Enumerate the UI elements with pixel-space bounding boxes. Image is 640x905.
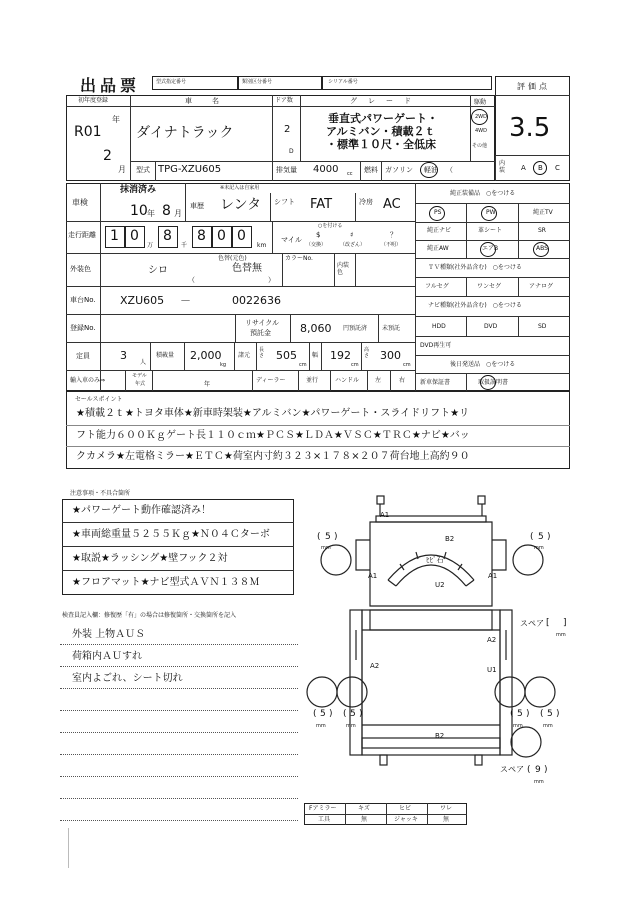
meter-tamper-symbol: ♯ xyxy=(350,231,354,239)
first-reg-month-unit: 月 xyxy=(118,165,126,174)
tire-rear-r2-close: ) xyxy=(556,709,560,719)
tire-rear-r1: 5 xyxy=(517,709,523,719)
parallel-label: 並行 xyxy=(306,377,319,384)
legend-value-2: 無 xyxy=(361,816,368,823)
tv-oneseg: ワンセグ xyxy=(477,283,502,290)
grade-line3: ・標準１０尺・全低床 xyxy=(326,138,436,151)
type-designation-label: 型式指定番号 xyxy=(156,79,187,85)
legend-value-1: 工具 xyxy=(318,816,331,823)
spare-2-unit: mm xyxy=(534,779,544,785)
recycle-label-1: リサイクル xyxy=(245,319,280,327)
tv-analog: アナログ xyxy=(529,283,554,290)
tire-rear-r1-unit: mm xyxy=(513,723,523,729)
capacity-unit: 人 xyxy=(140,359,147,366)
color-value: シロ xyxy=(148,265,168,276)
score-value: 3.5 xyxy=(509,113,551,143)
shaken-month-unit: 月 xyxy=(174,209,182,218)
load-value: 2,000 xyxy=(190,349,222,362)
color-change-label: 色替(元色) xyxy=(218,255,247,262)
tire-rear-l1-open: ( xyxy=(313,709,317,719)
meter-swap-symbol: $ xyxy=(316,231,321,239)
first-reg-year: R01 xyxy=(74,124,102,140)
navi-hdd: HDD xyxy=(432,323,446,330)
inspector-line1: 外装 上物ＡＵＳ xyxy=(72,629,146,640)
equip-navi: 純正ナビ xyxy=(427,227,452,234)
equip-tv: 純正TV xyxy=(533,209,553,216)
score-label: 評価点 xyxy=(517,82,550,91)
legend-value-3: ジャッキ xyxy=(394,816,418,823)
ac-label: 冷房 xyxy=(359,198,373,206)
notes-line3: ★取説★ラッシング★壁フック２対 xyxy=(72,553,228,564)
sales-line3: クカメラ★左電格ミラー★ＥＴＣ★荷室内寸約３２３×１７８×２０７荷台地上高約９０ xyxy=(76,451,470,462)
interior-c: C xyxy=(555,164,560,172)
meter-swap: （交換） xyxy=(306,242,327,248)
tire-rear-l2-unit: mm xyxy=(346,723,356,729)
recycle-not-deposited: 未預託 xyxy=(382,325,401,332)
handle-right: 右 xyxy=(399,377,406,384)
fuel-gasoline: ガソリン xyxy=(385,166,413,174)
damage-u1: U1 xyxy=(487,666,497,674)
history-note: ※未記入は自家用 xyxy=(220,185,260,191)
tire-front-left-unit: mm xyxy=(321,545,331,551)
truck-diagram xyxy=(300,480,570,805)
tire-rear-l2-open: ( xyxy=(343,709,347,719)
first-reg-year-unit: 年 xyxy=(112,115,120,124)
equip-leather: 革シート xyxy=(478,227,503,234)
equip-ps: PS xyxy=(434,209,442,216)
recycle-value: 8,060 xyxy=(300,322,332,335)
mileage-digit-4: 8 xyxy=(197,228,206,244)
color-code-label: カラーNo. xyxy=(285,255,313,262)
height-value: 300 xyxy=(380,349,401,362)
mileage-digit-6: 0 xyxy=(237,228,246,244)
tire-rear-r1-close: ) xyxy=(526,709,530,719)
shaken-value: 抹消済み xyxy=(120,185,157,195)
history-value: レンタ xyxy=(220,197,262,213)
inspector-line3: 室内よごれ、シート切れ xyxy=(72,673,183,684)
tire-rear-l1-close: ) xyxy=(329,709,333,719)
interior-b-circle xyxy=(533,161,547,175)
grade-line2: アルミバン・積載２ｔ xyxy=(326,125,436,138)
color-change-value: 色替無 xyxy=(232,263,262,274)
legend-header-2: キズ xyxy=(358,805,370,812)
sales-line1: ★積載２ｔ★トヨタ車体★新車時架装★アルミバン★パワーゲート・スライドリフト★リ xyxy=(76,408,470,419)
damage-a1-left: A1 xyxy=(368,572,378,580)
model-value: TPG-XZU605 xyxy=(158,164,222,175)
navi-dvd-playback: DVD再生可 xyxy=(420,342,452,349)
drive-other: その他 xyxy=(472,143,488,149)
height-unit: cm xyxy=(403,362,411,368)
vin-model: XZU605 xyxy=(120,294,165,307)
tire-rear-r2: 5 xyxy=(547,709,553,719)
shaken-month: 8 xyxy=(162,203,171,219)
equip-title: 純正装備品 ○をつける xyxy=(450,190,516,197)
sales-label: セールスポイント xyxy=(75,396,123,403)
interior-a: A xyxy=(521,164,526,172)
tv-title: ＴＶ種類(社外品含む) ○をつける xyxy=(428,264,522,271)
dealer-label: ディーラー xyxy=(256,377,286,384)
navi-dvd: DVD xyxy=(484,323,498,330)
equip-abs: ABS xyxy=(536,245,548,252)
vin-serial: 0022636 xyxy=(232,294,281,307)
shaken-year-unit: 年 xyxy=(147,209,155,218)
color-paren-open: （ xyxy=(188,276,195,284)
length-unit: cm xyxy=(299,362,307,368)
legend-header-4: ワレ xyxy=(440,805,453,812)
legend-value-4: 無 xyxy=(443,816,450,823)
tire-front-right-open: ( xyxy=(530,532,534,542)
damage-b2-top: B2 xyxy=(445,535,455,543)
fuel-diesel-circle xyxy=(420,162,438,178)
meter-mark-note: ○を付ける xyxy=(318,223,343,229)
capacity-value: 3 xyxy=(120,349,127,362)
mileage-label: 走行距離 xyxy=(68,231,96,239)
ac-value: AC xyxy=(383,197,401,212)
meter-label: マイル xyxy=(281,236,302,244)
damage-a2-right: A2 xyxy=(487,636,497,644)
mileage-unit-sen: 千 xyxy=(181,242,188,249)
interior-color-label: 内装色 xyxy=(337,262,350,277)
width-label: 幅 xyxy=(312,352,319,359)
spare-1-open: [ xyxy=(546,618,550,628)
category-label: 類別区分番号 xyxy=(242,79,273,85)
drive-2wd: 2WD xyxy=(475,114,487,120)
displacement-label: 排気量 xyxy=(276,166,297,174)
first-reg-label: 初年度登録 xyxy=(78,97,109,104)
width-value: 192 xyxy=(330,349,351,362)
mileage-digit-1: 1 xyxy=(110,228,119,244)
tire-front-left-open: ( xyxy=(317,532,321,542)
tire-rear-r1-open: ( xyxy=(510,709,514,719)
legend-header-3: ヒビ xyxy=(399,805,412,812)
doors-label: ドア数 xyxy=(275,97,293,104)
tire-rear-r2-open: ( xyxy=(540,709,544,719)
doors-unit: D xyxy=(289,148,294,155)
notes-line4: ★フロアマット★ナビ型式ＡＶＮ１３８Ｍ xyxy=(72,577,260,588)
meter-unknown-symbol: ？ xyxy=(390,231,397,239)
car-name: ダイナトラック xyxy=(136,125,234,141)
legend-header-1: Fアミラー xyxy=(309,805,337,812)
history-label: 車歴 xyxy=(190,202,204,210)
equip-aw: 純正AW xyxy=(427,245,449,252)
spare-2-value: 9 xyxy=(535,765,541,775)
damage-b2-bottom: B2 xyxy=(435,732,445,740)
navi-title: ナビ種類(社外品含む) ○をつける xyxy=(428,302,522,309)
car-name-label: 車 名 xyxy=(185,97,221,105)
grade-label: グ レ ー ド xyxy=(350,97,413,105)
equip-ps-circle xyxy=(429,206,445,221)
vin-dash: － xyxy=(180,294,191,307)
recycle-deposited: 円預託済 xyxy=(343,325,368,332)
capacity-label: 定員 xyxy=(76,352,90,360)
model-year-unit: 年 xyxy=(204,381,211,388)
model-year-label-2: 年式 xyxy=(135,381,146,387)
drive-2wd-circle xyxy=(471,109,488,125)
tire-front-right-unit: mm xyxy=(534,545,544,551)
tire-rear-l1: 5 xyxy=(320,709,326,719)
spare-2-close: ) xyxy=(544,765,548,775)
model-label: 型式 xyxy=(136,166,150,174)
damage-a2-left: A2 xyxy=(370,662,380,670)
notes-line1: ★パワーゲート動作確認済み！ xyxy=(72,505,211,516)
color-paren-close: ） xyxy=(268,276,275,284)
equip-pw-circle xyxy=(481,206,497,221)
spare-label-1: スペア xyxy=(520,619,544,628)
spare-label-2: スペア xyxy=(500,765,524,774)
damage-a1-right: A1 xyxy=(488,572,498,580)
fuel-label: 燃料 xyxy=(364,166,378,174)
damage-u2: U2 xyxy=(435,581,445,589)
tire-rear-r2-unit: mm xyxy=(543,723,553,729)
tire-rear-l1-unit: mm xyxy=(316,723,326,729)
sales-line2: フト能力６００Ｋｇゲート長１１０ｃｍ★ＰＣＳ★ＬＤＡ★ＶＳＣ★ＴＲＣ★ナビ★バッ xyxy=(76,430,470,441)
handle-label: ハンドル xyxy=(335,377,360,384)
fuel-diesel: 軽油 xyxy=(424,166,438,174)
equip-pw: PW xyxy=(486,209,496,216)
inspector-label: 検査員記入欄：修復歴「有」の場合は修復箇所・交換箇所を記入 xyxy=(62,612,237,619)
meter-unknown: （不明） xyxy=(381,242,402,248)
mileage-digit-3: 8 xyxy=(163,228,172,244)
equip-airbag: エアB xyxy=(482,245,499,252)
height-label: 高さ xyxy=(364,347,370,359)
import-label: 輸入車のみ⇒ xyxy=(70,377,106,384)
shift-value: FAT xyxy=(310,197,333,212)
interior-label: 内装 xyxy=(499,160,506,174)
tire-front-right-close: ) xyxy=(547,532,551,542)
damage-a1-top: A1 xyxy=(380,511,390,519)
displacement-value: 4000 xyxy=(313,164,339,175)
width-unit: cm xyxy=(351,362,359,368)
length-label: 長さ xyxy=(259,347,265,359)
length-value: 505 xyxy=(276,349,297,362)
notes-line2: ★車両総重量５２５５Ｋｇ★Ｎ０４Ｃターボ xyxy=(72,529,270,540)
tire-rear-l2: 5 xyxy=(350,709,356,719)
spare-1-close: ] xyxy=(563,618,567,628)
handle-left: 左 xyxy=(375,377,382,384)
grade-line1: 垂直式パワーゲート・ xyxy=(328,112,438,125)
dims-label: 諸元 xyxy=(238,352,251,359)
load-unit: kg xyxy=(220,362,227,368)
model-year-label-1: モデル xyxy=(132,373,147,379)
tire-rear-l2-close: ) xyxy=(359,709,363,719)
spare-2-open: ( xyxy=(527,765,531,775)
fuel-paren: （ xyxy=(446,166,453,174)
interior-b: B xyxy=(538,164,543,172)
first-reg-month: 2 xyxy=(103,148,112,164)
shaken-year: 10 xyxy=(130,203,148,219)
color-label: 外装色 xyxy=(70,265,91,273)
vin-label: 車台No. xyxy=(70,296,96,304)
tire-front-left: 5 xyxy=(325,532,331,542)
drive-label: 駆動 xyxy=(474,99,487,106)
drive-4wd: 4WD xyxy=(475,128,487,134)
equip-airbag-circle xyxy=(480,242,499,257)
recycle-label-2: 預託金 xyxy=(250,329,271,337)
serial-label: シリアル番号 xyxy=(328,79,358,85)
displacement-unit: cc xyxy=(347,171,353,177)
inspector-line2: 荷箱内ＡＵすれ xyxy=(72,651,142,662)
equip-sr: SR xyxy=(538,227,546,234)
load-label: 積載量 xyxy=(156,352,175,359)
after-title: 後日発送品 ○をつける xyxy=(450,361,516,368)
shift-label: シフト xyxy=(274,198,295,206)
mileage-unit-man: 万 xyxy=(147,242,154,249)
tire-front-left-close: ) xyxy=(334,532,338,542)
doors-value: 2 xyxy=(284,124,291,135)
meter-tamper: （改ざん） xyxy=(340,242,366,248)
after-manual-circle xyxy=(480,375,496,390)
equip-abs-circle xyxy=(533,242,549,257)
sheet-title: 出品票 xyxy=(80,76,141,95)
navi-sd: SD xyxy=(538,323,547,330)
after-manual: 取扱説明書 xyxy=(478,379,509,386)
mileage-unit-km: km xyxy=(257,242,267,249)
shaken-label: 車検 xyxy=(72,198,88,207)
mileage-digit-5: 0 xyxy=(217,228,226,244)
tire-front-right: 5 xyxy=(538,532,544,542)
mileage-digit-2: 0 xyxy=(130,228,139,244)
tv-fullseg: フルセグ xyxy=(425,283,449,290)
reg-label: 登録No. xyxy=(70,324,96,332)
damage-chip: ﾋﾋﾞ石 xyxy=(426,556,444,564)
spare-1-unit: mm xyxy=(556,632,566,638)
notes-label: 注意事項・不具合箇所 xyxy=(70,490,131,497)
after-warranty: 新車保証書 xyxy=(420,379,451,386)
